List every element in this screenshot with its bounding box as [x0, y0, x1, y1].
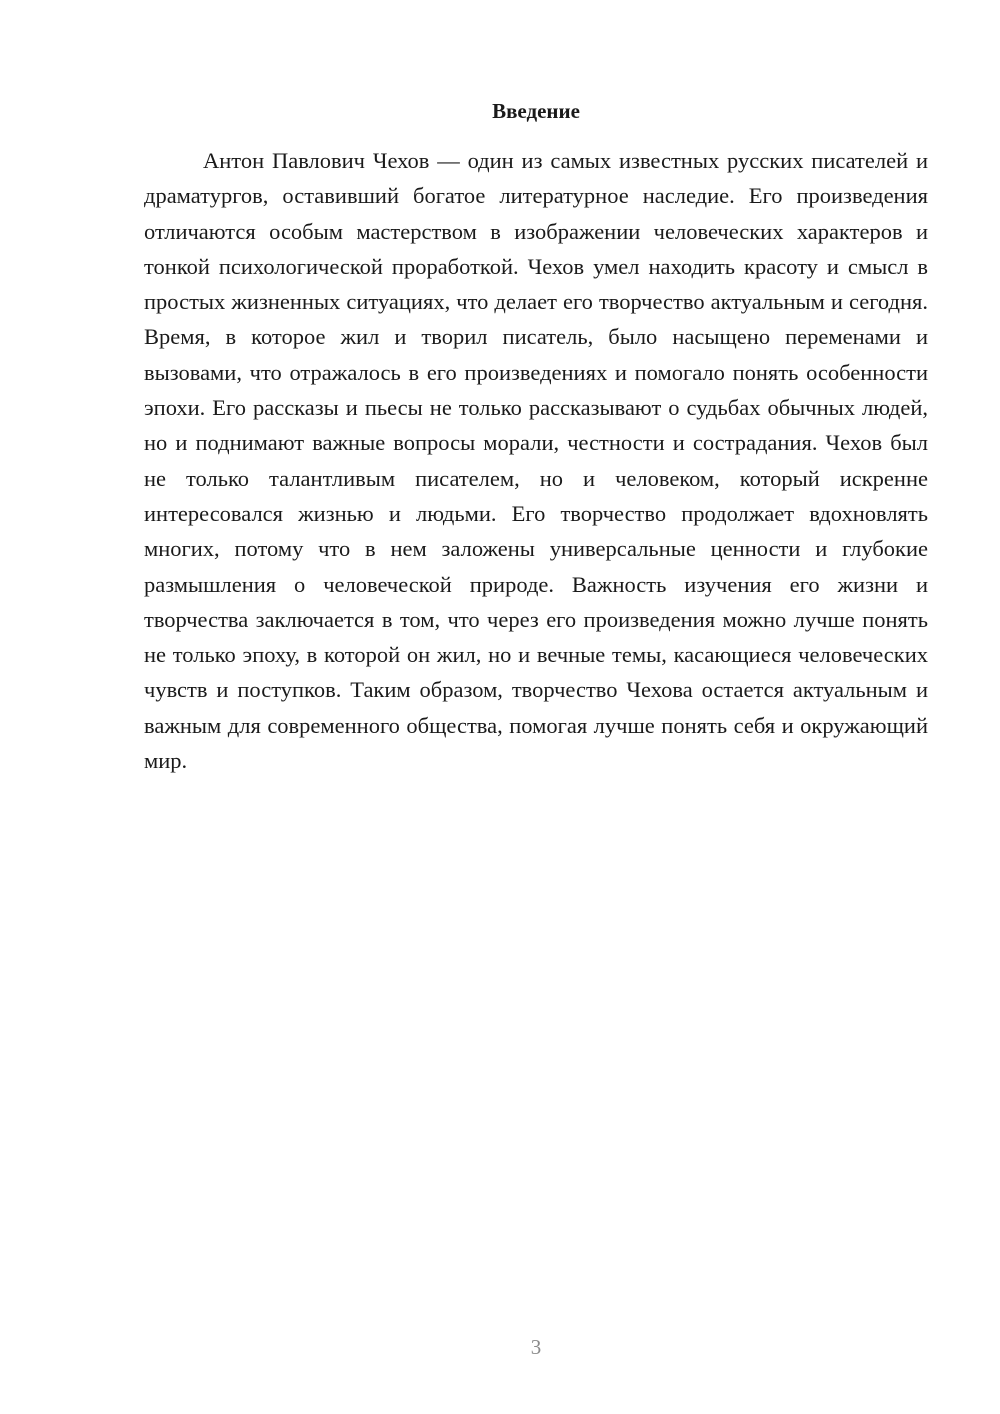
section-heading: Введение [492, 99, 580, 123]
introduction-paragraph: Антон Павлович Чехов — один из самых известных русских писателей и драматургов, оставивший богатое литературное наследие. Его произведения отличаются особым мастерством в изображении человеческих характеров и тонкой психологической проработкой. Чехов умел находить красоту и смысл в простых жизненных ситуациях, что делает его творчество актуальным и сегодня. Время, в которое жил и творил писатель, было насыщено переменами и вызовами, что отражалось в его произведениях и помогало понять особенности эпохи. Его рассказы и пьесы не только рассказывают о судьбах обычных людей, но и поднимают важные вопросы морали, честности и сострадания. Чехов был не только талантливым писателем, но и человеком, который искренне интересовался жизнью и людьми. Его творчество продолжает вдохновлять многих, потому что в нем заложены универсальные ценности и глубокие размышления о человеческой природе. Важность изучения его жизни и творчества заключается в том, что через его произведения можно лучше понять не только эпоху, в которой он жил, но и вечные темы, касающиеся человеческих чувств и поступков. Таким образом, творчество Чехова остается актуальным и важным для современного общества, помогая лучше понять себя и окружающий мир. [144, 148, 928, 774]
page-number: 3 [530, 1335, 542, 1359]
